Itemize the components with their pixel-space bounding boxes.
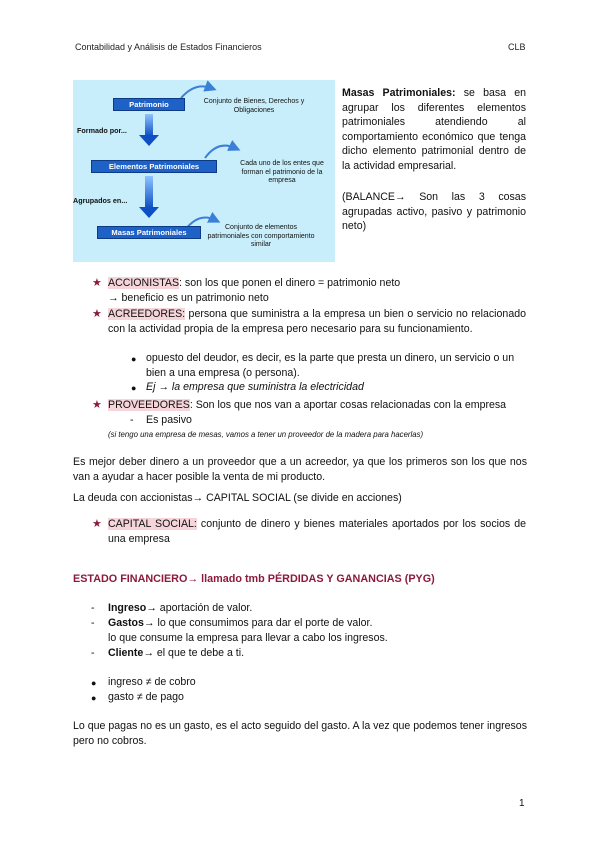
box-patrimonio: Patrimonio	[113, 98, 185, 111]
gastos-term: Gastos	[108, 617, 144, 629]
cliente-text: → el que te debe a ti.	[143, 647, 245, 659]
box-elementos: Elementos Patrimoniales	[91, 160, 217, 173]
box-masas: Masas Patrimoniales	[97, 226, 201, 239]
accionistas-text: : son los que ponen el dinero = patrimonio neto	[179, 277, 401, 289]
capital-social-item	[108, 517, 526, 546]
label-agrupados: Agrupados en...	[73, 196, 128, 205]
desc-elementos: Cada uno de los entes que forman el patrimonio de la empresa	[240, 160, 324, 185]
proveedores-term: PROVEEDORES	[108, 399, 190, 411]
dash-icon: -	[91, 602, 95, 614]
acreedores-term: ACREEDORES:	[108, 308, 186, 320]
capital-text: conjunto de dinero y bienes materiales aportados por los socios de una empresa	[108, 518, 527, 545]
dot-item-gasto: gasto ≠ de pago	[108, 691, 184, 703]
acreedores-item	[108, 307, 526, 336]
curved-arrow-1	[181, 86, 211, 98]
proveedores-text: : Son los que nos van a aportar cosas relacionadas con la empresa	[189, 399, 507, 411]
proveedores-sub1: Es pasivo	[146, 414, 192, 426]
bullet-dot-icon: ●	[91, 693, 97, 703]
header-initials: CLB	[508, 42, 526, 52]
dash-item-gastos	[108, 616, 388, 645]
star-icon: ★	[92, 308, 102, 320]
paragraph-gasto-pago: Lo que pagas no es un gasto, es el acto seguido del gasto. A la vez que podemos tener ingresos pero no cobros.	[73, 720, 527, 747]
dash-icon: -	[130, 414, 134, 426]
accionistas-item	[108, 276, 526, 305]
masas-term: Masas Patrimoniales:	[342, 87, 456, 99]
header-title: Contabilidad y Análisis de Estados Financieros	[75, 42, 262, 52]
dash-icon: -	[91, 617, 95, 629]
dash-icon: -	[91, 647, 95, 659]
page-number: 1	[519, 798, 525, 809]
masas-patrimoniales-text	[342, 86, 526, 174]
gastos-text: → lo que consumimos para dar el porte de valor.	[143, 617, 373, 629]
star-icon: ★	[92, 518, 102, 530]
cliente-term: Cliente	[108, 647, 144, 659]
masas-definition: se basa en agrupar los diferentes elementos patrimoniales atendiendo al comportamiento económico que tenga dicho elemento patrimonial dentro de la actividad empresarial.	[342, 87, 526, 172]
curved-arrow-2	[205, 146, 235, 158]
star-icon: ★	[92, 399, 102, 411]
bullet-dot-icon: ●	[91, 678, 97, 688]
capital-term: CAPITAL SOCIAL:	[108, 518, 197, 530]
label-formado: Formado por...	[77, 126, 127, 135]
ingreso-text: → aportación de valor.	[146, 602, 253, 614]
gastos-line2: lo que consume la empresa para llevar a cabo los ingresos.	[108, 631, 388, 644]
dot-item-ingreso: ingreso ≠ de cobro	[108, 676, 196, 688]
acreedores-sub2: Ej → la empresa que suministra la electricidad	[146, 381, 364, 393]
dash-item-cliente	[108, 646, 244, 661]
section-title: ESTADO FINANCIERO→ llamado tmb PÉRDIDAS Y GANANCIAS (PYG)	[73, 573, 435, 585]
proveedores-note: (si tengo una empresa de mesas, vamos a tener un proveedor de la madera para hacerlas)	[108, 430, 424, 439]
accionistas-term: ACCIONISTAS	[108, 277, 180, 289]
proveedores-item	[108, 398, 526, 413]
acreedores-sub1: opuesto del deudor, es decir, es la parte que presta un dinero, un servicio o un bien a una empresa (o persona).	[146, 352, 515, 379]
accionistas-line2: → beneficio es un patrimonio neto	[108, 291, 269, 304]
balance-text: (BALANCE→ Son las 3 cosas agrupadas activo, pasivo y patrimonio neto)	[342, 191, 526, 233]
star-icon: ★	[92, 277, 102, 289]
down-arrow-1	[139, 114, 159, 146]
bullet-dot-icon: ●	[131, 354, 137, 364]
desc-masas: Conjunto de elementos patrimoniales con comportamiento similar	[207, 224, 315, 249]
dash-item-ingreso	[108, 601, 252, 616]
paragraph-deuda-accionistas: La deuda con accionistas→ CAPITAL SOCIAL (se divide en acciones)	[73, 492, 402, 504]
desc-patrimonio: Conjunto de Bienes, Derechos y Obligaciones	[203, 98, 305, 114]
paragraph-proveedor-acreedor: Es mejor deber dinero a un proveedor que a un acreedor, ya que los primeros son los que nos van a ayudar a hacer posible la venta de mi producto.	[73, 456, 527, 483]
down-arrow-2	[139, 176, 159, 218]
ingreso-term: Ingreso	[108, 602, 147, 614]
acreedores-text: persona que suministra a la empresa un bien o servicio no relacionado con la actividad propia de la empresa pero necesario para su funcionamiento.	[108, 308, 526, 335]
patrimonio-diagram	[73, 80, 335, 262]
bullet-dot-icon: ●	[131, 383, 137, 393]
